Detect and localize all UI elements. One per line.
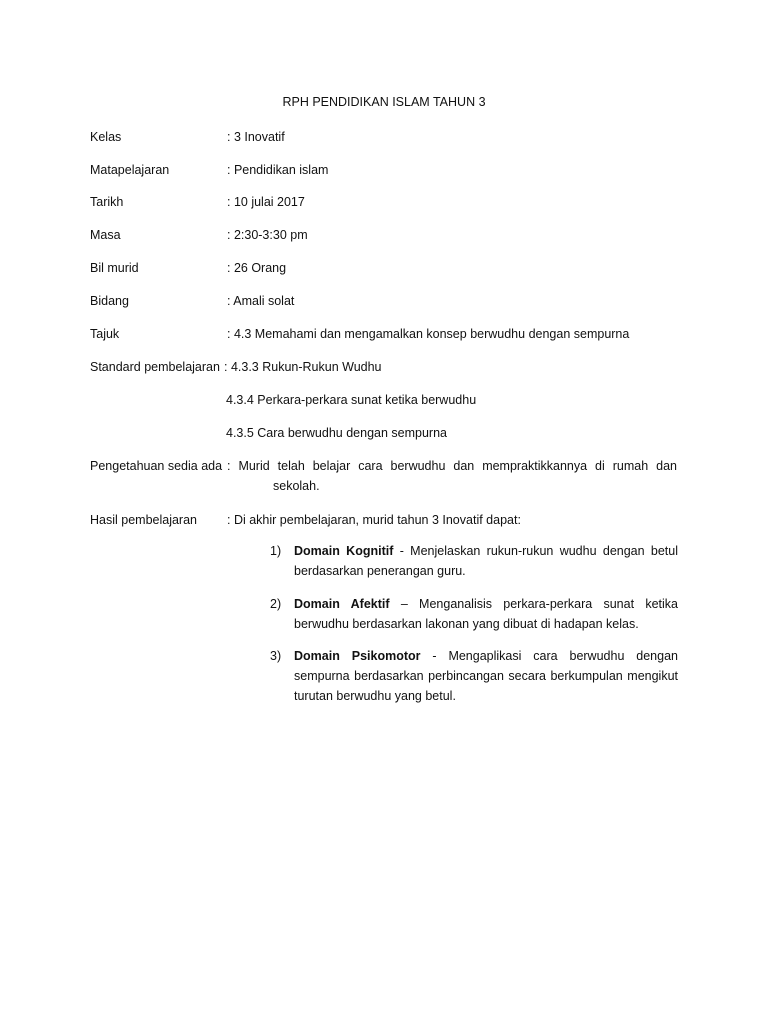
item-heading: Domain Psikomotor: [294, 649, 421, 663]
field-label: Standard pembelajaran: [90, 360, 220, 374]
item-text: - Mengaplikasi cara berwudhu dengan sempurna berdasarkan perbincangan secara berkumpulan mengikut turutan berwudhu yang betul.: [294, 649, 678, 703]
field-label: Tarikh: [90, 195, 124, 209]
item-number: 2): [270, 597, 282, 611]
field-label: Hasil pembelajaran: [90, 513, 198, 527]
list-item: [270, 646, 678, 706]
item-body: [294, 541, 678, 581]
item-heading: Domain Kognitif: [294, 544, 394, 558]
standard-item: 4.3.4 Perkara-perkara sunat ketika berwudhu: [226, 393, 477, 407]
list-item: [270, 594, 678, 634]
field-label: Tajuk: [90, 327, 120, 341]
field-value: : 10 julai 2017: [227, 195, 305, 209]
document-title: RPH PENDIDIKAN ISLAM TAHUN 3: [282, 95, 486, 109]
field-label: Matapelajaran: [90, 163, 170, 177]
field-value: : 4.3 Memahami dan mengamalkan konsep berwudhu dengan sempurna: [227, 327, 630, 341]
field-value: : 3 Inovatif: [227, 130, 285, 144]
field-value: : 4.3.3 Rukun-Rukun Wudhu: [224, 360, 382, 374]
item-number: 3): [270, 649, 282, 663]
value-line-1: : Murid telah belajar cara berwudhu dan mempraktikkannya di rumah dan: [227, 459, 677, 473]
value-line-2: sekolah.: [273, 479, 320, 493]
field-value: : 2:30-3:30 pm: [227, 228, 308, 242]
item-body: [294, 594, 678, 634]
item-heading: Domain Afektif: [294, 597, 390, 611]
list-item: [270, 541, 678, 581]
field-label: Pengetahuan sedia ada: [90, 459, 223, 473]
field-value: : Pendidikan islam: [227, 163, 329, 177]
item-number: 1): [270, 544, 282, 558]
standard-item: 4.3.5 Cara berwudhu dengan sempurna: [226, 426, 447, 440]
field-value: : 26 Orang: [227, 261, 287, 275]
item-body: [294, 646, 678, 706]
item-text: – Menganalisis perkara-perkara sunat ketika berwudhu berdasarkan lakonan yang dibuat di hadapan kelas.: [294, 597, 678, 631]
field-value: : Di akhir pembelajaran, murid tahun 3 Inovatif dapat:: [227, 513, 521, 527]
field-label: Bil murid: [90, 261, 139, 275]
field-label: Kelas: [90, 130, 122, 144]
field-label: Bidang: [90, 294, 129, 308]
field-value: : Amali solat: [227, 294, 295, 308]
field-value: [227, 456, 677, 496]
field-label: Masa: [90, 228, 121, 242]
item-text: - Menjelaskan rukun-rukun wudhu dengan betul berdasarkan penerangan guru.: [294, 544, 679, 578]
